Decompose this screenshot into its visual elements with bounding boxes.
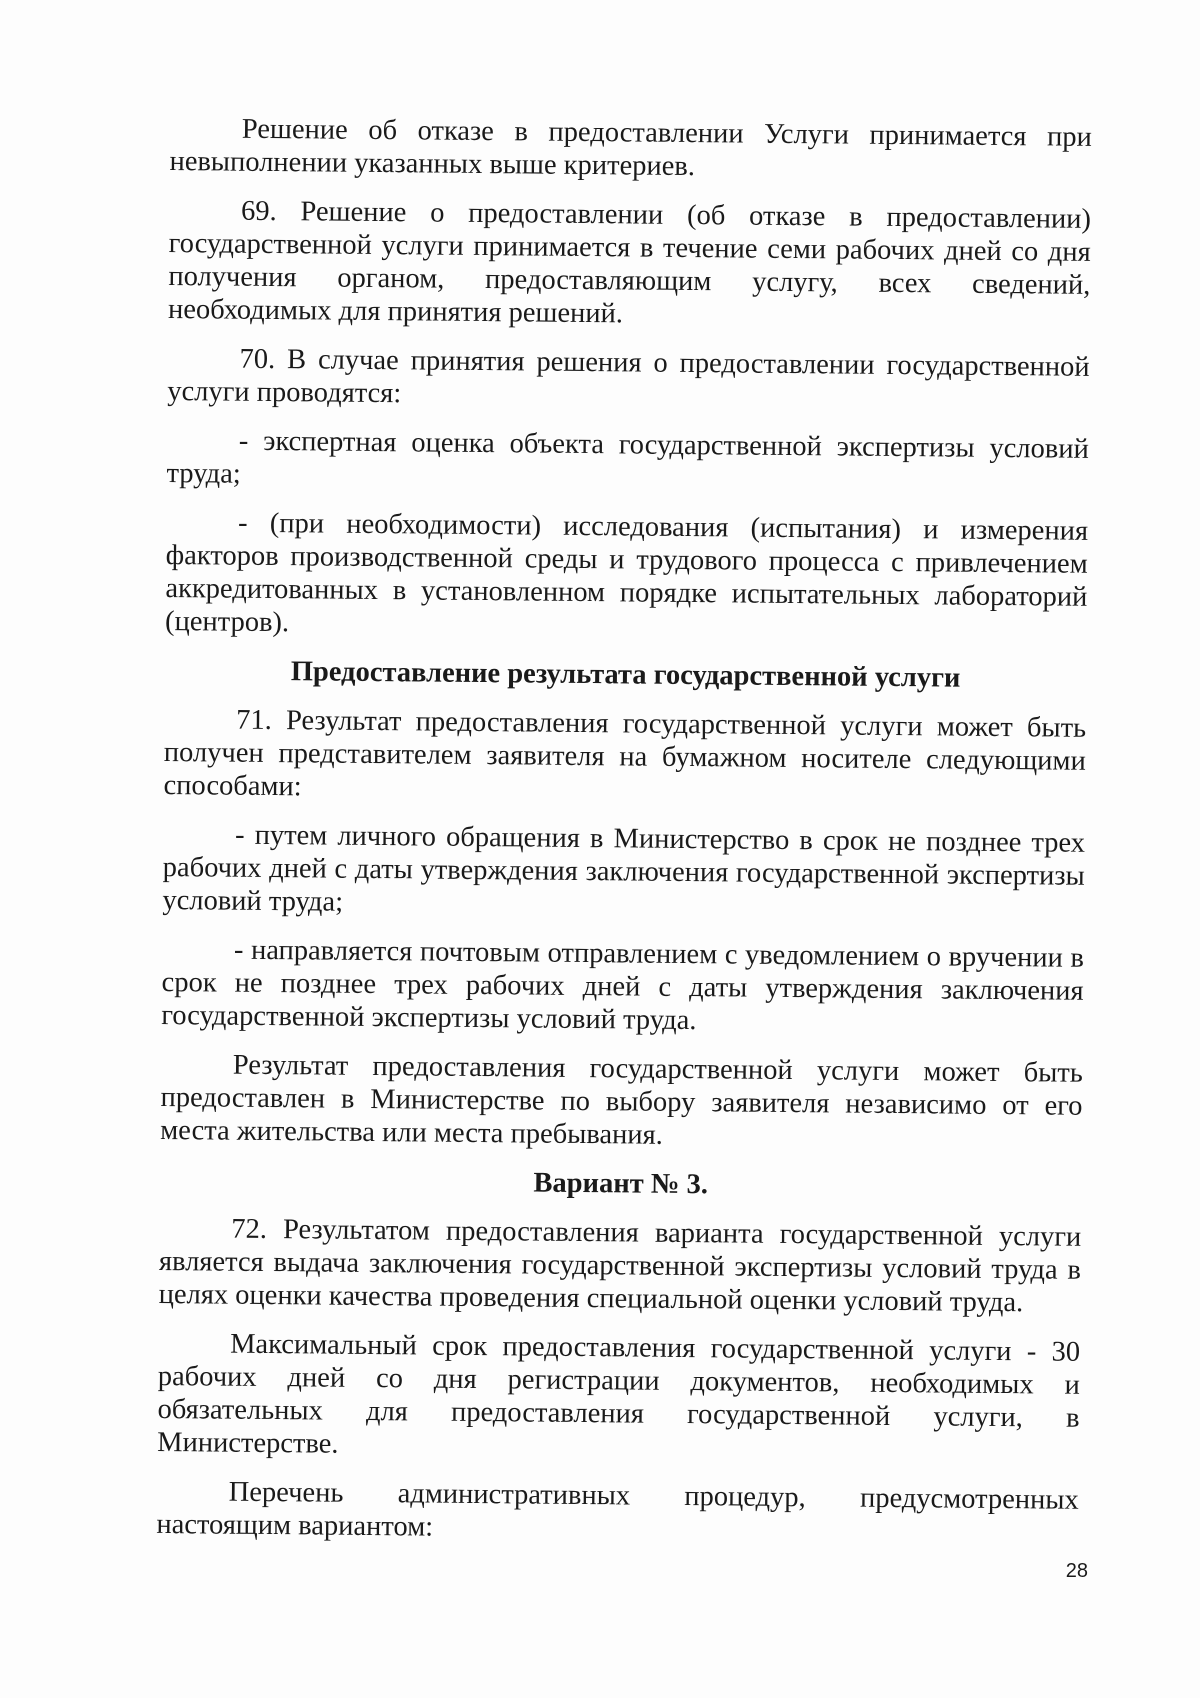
list-item-research-measurements: - (при необходимости) исследования (испытания) и измерения факторов производственной среды и трудового процесса с привлечением аккредитованных в установленном порядке испытательных лабораторий (центров). <box>164 507 1089 639</box>
paragraph-70: 70. В случае принятия решения о предоставлении государственной услуги проводятся: <box>167 343 1090 410</box>
paragraph-result-location: Результат предоставления государственной услуги может быть предоставлен в Министерстве по выбору заявителя независимо от его места жительства или места пребывания. <box>160 1049 1083 1151</box>
list-item-expert-evaluation: - экспертная оценка объекта государственной экспертизы условий труда; <box>166 425 1089 490</box>
paragraph-71: 71. Результат предоставления государственной услуги может быть получен представителем заявителя на бумажном носителе следующими способами: <box>163 704 1087 803</box>
paragraph-69: 69. Решение о предоставлении (об отказе в предоставлении) государственной услуги принимается в течение семи рабочих дней со дня получения органом, предоставляющим услугу, всех сведений, необходимых для принятия решений. <box>167 195 1092 330</box>
section-heading-result: Предоставление результата государственной услуги <box>290 656 961 694</box>
paragraph-max-term: Максимальный срок предоставления государственной услуги - 30 рабочих дней со дня регистрации документов, необходимых и обязательных для предоставления государственной услуги, в Министерстве. <box>157 1328 1081 1460</box>
paragraph-72: 72. Результатом предоставления варианта государственной услуги является выдача заключения государственной экспертизы условий труда в целях оценки качества проведения специальной оценки условий труда. <box>158 1213 1082 1319</box>
section-heading-variant-3: Вариант № 3. <box>533 1167 709 1201</box>
paragraph-procedures-list: Перечень административных процедур, предусмотренных настоящим вариантом: <box>156 1476 1079 1543</box>
page-number: 28 <box>1065 1560 1088 1582</box>
document-body <box>156 112 1092 1566</box>
list-item-personal-visit: - путем личного обращения в Министерство в срок не позднее трех рабочих дней с даты утверждения заключения государственной экспертизы условий труда; <box>162 819 1086 918</box>
list-item-postal-delivery: - направляется почтовым отправлением с уведомлением о вручении в срок не позднее трех рабочих дней с даты утверждения заключения государственной экспертизы условий труда. <box>161 934 1085 1037</box>
paragraph-refusal-decision: Решение об отказе в предоставлении Услуги принимается при невыполнении указанных выше критериев. <box>169 113 1092 183</box>
